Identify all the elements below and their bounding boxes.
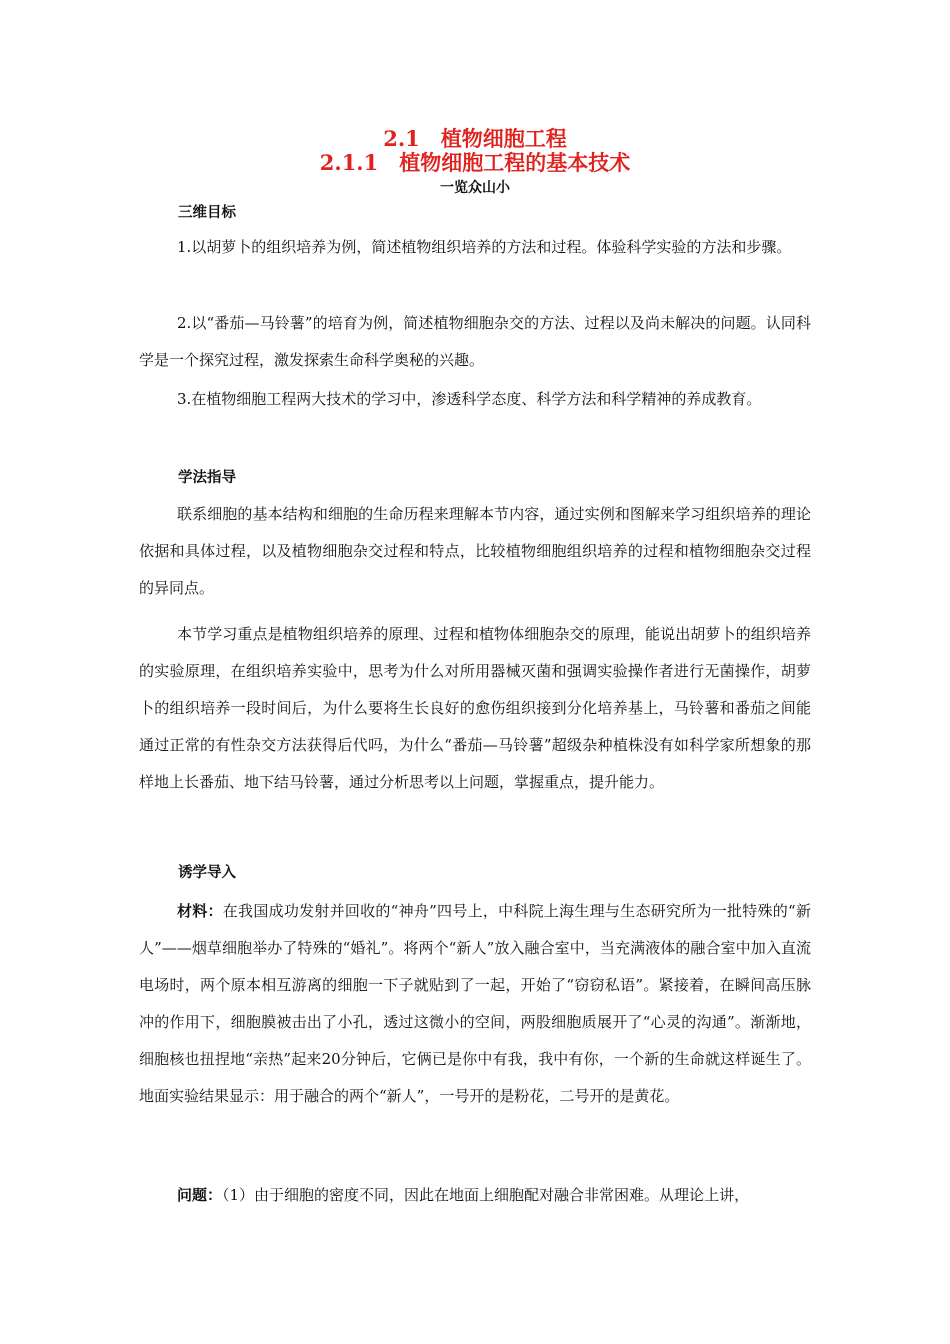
question-label: 问题： — [177, 1186, 223, 1204]
goal-item-3: 3.在植物细胞工程两大技术的学习中，渗透科学态度、科学方法和科学精神的养成教育。 — [177, 390, 762, 408]
method-paragraph-2: 本节学习重点是植物组织培养的原理、过程和植物体细胞杂交的原理，能说出胡萝卜的组织培养的实验原理，在组织培养实验中，思考为什么对所用器械灭菌和强调实验操作者进行无菌操作，胡萝卜的组织培养一段时间后，为什么要将生长良好的愈伤组织接到分化培养基上，马铃薯和番茄之间能通过正常的有性杂交方法获得后代吗，为什么“番茄—马铃薯”超级杂种植株没有如科学家所想象的那样地上长番茄、地下结马铃薯，通过分析思考以上问题，掌握重点，提升能力。 — [139, 625, 811, 791]
subsection-title: 2.1.1 植物细胞工程的基本技术 — [319, 150, 631, 175]
question-text: （1）由于细胞的密度不同，因此在地面上细胞配对融合非常困难。从理论上讲， — [222, 1186, 750, 1204]
goal-item-2: 2.以“番茄—马铃薯”的培育为例，简述植物细胞杂交的方法、过程以及尚未解决的问题。认同科学是一个探究过程，激发探索生命科学奥秘的兴趣。 — [139, 314, 811, 369]
overview-heading: 一览众山小 — [440, 180, 510, 196]
material-paragraph — [139, 893, 811, 1115]
method-paragraph-1: 联系细胞的基本结构和细胞的生命历程来理解本节内容，通过实例和图解来学习组织培养的理论依据和具体过程，以及植物细胞杂交过程和特点，比较植物细胞组织培养的过程和植物细胞杂交过程的异同点。 — [139, 505, 811, 597]
goals-heading: 三维目标 — [178, 204, 236, 221]
goal-item-1: 1.以胡萝卜的组织培养为例，简述植物组织培养的方法和过程。体验科学实验的方法和步骤。 — [177, 238, 792, 256]
question-paragraph — [139, 1177, 811, 1214]
method-heading: 学法指导 — [178, 469, 236, 486]
intro-heading: 诱学导入 — [178, 864, 236, 881]
material-text: 在我国成功发射并回收的“神舟”四号上，中科院上海生理与生态研究所为一批特殊的“新人”——烟草细胞举办了特殊的“婚礼”。将两个“新人”放入融合室中，当充满液体的融合室中加入直流电场时，两个原本相互游离的细胞一下子就贴到了一起，开始了“窃窃私语”。紧接着，在瞬间高压脉冲的作用下，细胞膜被击出了小孔，透过这微小的空间，两股细胞质展开了“心灵的沟通”。渐渐地，细胞核也扭捏地“亲热”起来20分钟后，它俩已是你中有我，我中有你，一个新的生命就这样诞生了。地面实验结果显示：用于融合的两个“新人”，一号开的是粉花，二号开的是黄花。 — [139, 902, 811, 1105]
section-title: 2.1 植物细胞工程 — [383, 126, 567, 151]
material-label: 材料： — [177, 902, 223, 920]
